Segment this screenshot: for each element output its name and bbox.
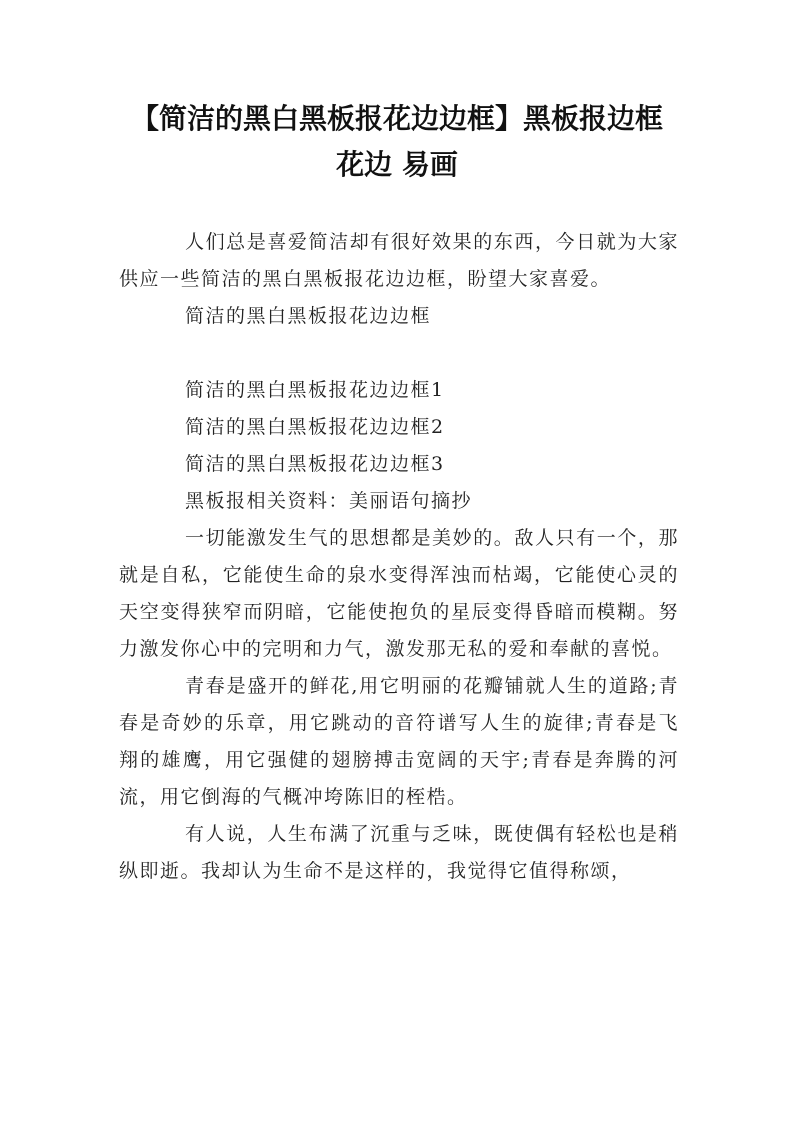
body-paragraph: 一切能激发生气的思想都是美妙的。敌人只有一个，那就是自私，它能使生命的泉水变得浑浊而枯竭，它能使心灵的天空变得狭窄而阴暗，它能使抱负的星辰变得昏暗而模糊。努力激发你心中的完明和力气，激发那无私的爱和奉献的喜悦。 — [119, 527, 679, 660]
blank-line — [119, 335, 679, 372]
title-line-1: 【简洁的黑白黑板报花边边框】黑板报边框 — [130, 102, 663, 135]
list-item: 简洁的黑白黑板报花边边框2 — [185, 416, 445, 438]
body-paragraph: 有人说，人生布满了沉重与乏味，既使偶有轻松也是稍纵即逝。我却认为生命不是这样的，我觉得它值得称颂， — [119, 823, 679, 882]
title-line-2: 花边 易画 — [336, 148, 458, 181]
body-paragraph: 青春是盛开的鲜花,用它明丽的花瓣铺就人生的道路;青春是奇妙的乐章，用它跳动的音符谱写人生的旋律;青春是飞翔的雄鹰，用它强健的翅膀搏击宽阔的天宇;青春是奔腾的河流，用它倒海的气概冲垮陈旧的桎梏。 — [119, 675, 679, 808]
document-title — [100, 96, 694, 188]
list-item: 简洁的黑白黑板报花边边框1 — [185, 379, 445, 401]
document-body — [119, 224, 679, 890]
list-item: 简洁的黑白黑板报花边边框3 — [185, 453, 445, 475]
related-heading: 黑板报相关资料：美丽语句摘抄 — [185, 490, 473, 512]
intro-paragraph: 人们总是喜爱简洁却有很好效果的东西，今日就为大家供应一些简洁的黑白黑板报花边边框，盼望大家喜爱。 — [119, 231, 679, 290]
section-heading: 简洁的黑白黑板报花边边框 — [185, 305, 432, 327]
